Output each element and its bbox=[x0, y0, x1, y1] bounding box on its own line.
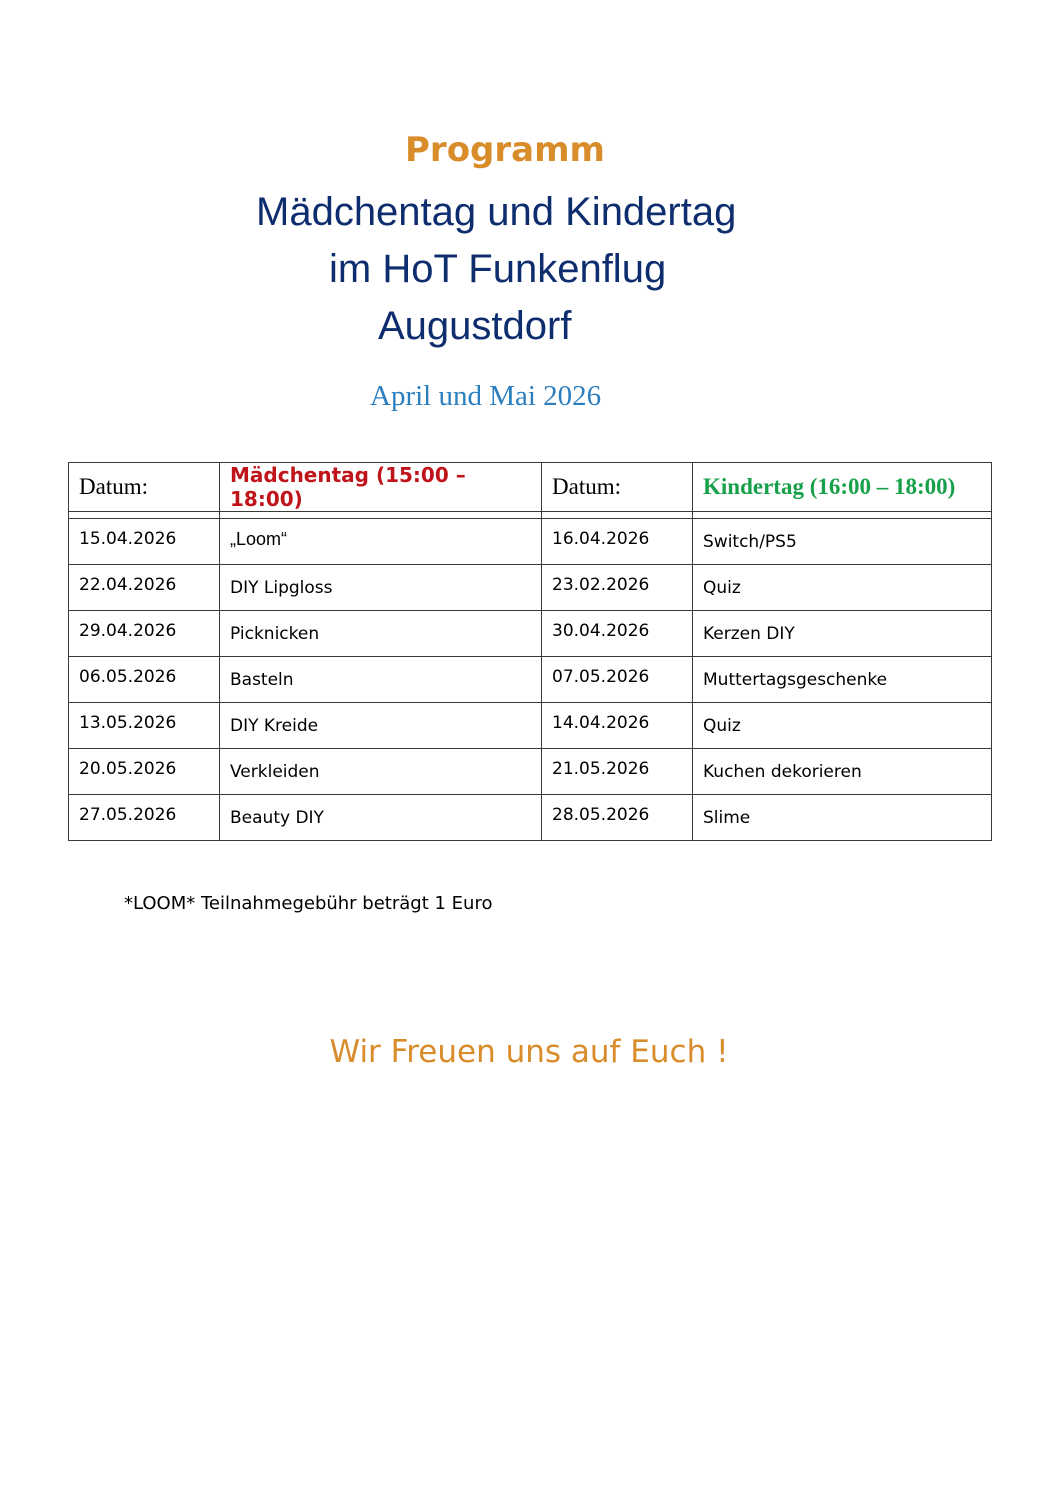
table-row bbox=[69, 519, 992, 565]
date-cell: 21.05.2026 bbox=[542, 749, 693, 795]
header-spacer-row bbox=[69, 512, 992, 519]
program-kicker: Programm bbox=[405, 130, 605, 170]
title-line-3: Augustdorf bbox=[378, 304, 572, 348]
activity-cell: Verkleiden bbox=[220, 749, 542, 795]
schedule-table bbox=[68, 462, 992, 841]
table-row bbox=[69, 795, 992, 841]
activity-cell: Slime bbox=[693, 795, 992, 841]
activity-cell: Quiz bbox=[693, 703, 992, 749]
date-cell: 16.04.2026 bbox=[542, 519, 693, 565]
activity-cell: Switch/PS5 bbox=[693, 519, 992, 565]
table-row bbox=[69, 657, 992, 703]
date-cell: 29.04.2026 bbox=[69, 611, 220, 657]
subtitle-period: April und Mai 2026 bbox=[370, 380, 602, 412]
activity-cell: Beauty DIY bbox=[220, 795, 542, 841]
header-maedchentag: Mädchentag (15:00 – 18:00) bbox=[220, 463, 542, 512]
header-kindertag: Kindertag (16:00 – 18:00) bbox=[693, 463, 992, 512]
schedule-header-row bbox=[69, 463, 992, 512]
date-cell: 14.04.2026 bbox=[542, 703, 693, 749]
header-date-girls: Datum: bbox=[69, 463, 220, 512]
table-row bbox=[69, 565, 992, 611]
title-line-2: im HoT Funkenflug bbox=[329, 247, 667, 291]
activity-cell: „Loom“ bbox=[220, 519, 542, 565]
date-cell: 07.05.2026 bbox=[542, 657, 693, 703]
activity-cell: Muttertagsgeschenke bbox=[693, 657, 992, 703]
date-cell: 20.05.2026 bbox=[69, 749, 220, 795]
date-cell: 30.04.2026 bbox=[542, 611, 693, 657]
date-cell: 23.02.2026 bbox=[542, 565, 693, 611]
activity-cell: Basteln bbox=[220, 657, 542, 703]
activity-cell: Kuchen dekorieren bbox=[693, 749, 992, 795]
title-line-1: Mädchentag und Kindertag bbox=[256, 190, 737, 234]
activity-cell: DIY Kreide bbox=[220, 703, 542, 749]
date-cell: 13.05.2026 bbox=[69, 703, 220, 749]
table-row bbox=[69, 611, 992, 657]
date-cell: 27.05.2026 bbox=[69, 795, 220, 841]
activity-cell: Kerzen DIY bbox=[693, 611, 992, 657]
table-row bbox=[69, 703, 992, 749]
fee-note: *LOOM* Teilnahmegebühr beträgt 1 Euro bbox=[124, 893, 493, 914]
date-cell: 06.05.2026 bbox=[69, 657, 220, 703]
table-row bbox=[69, 749, 992, 795]
activity-cell: DIY Lipgloss bbox=[220, 565, 542, 611]
header-date-kids: Datum: bbox=[542, 463, 693, 512]
activity-cell: Quiz bbox=[693, 565, 992, 611]
date-cell: 28.05.2026 bbox=[542, 795, 693, 841]
date-cell: 15.04.2026 bbox=[69, 519, 220, 565]
closing-message: Wir Freuen uns auf Euch ! bbox=[329, 1034, 729, 1070]
activity-cell: Picknicken bbox=[220, 611, 542, 657]
date-cell: 22.04.2026 bbox=[69, 565, 220, 611]
